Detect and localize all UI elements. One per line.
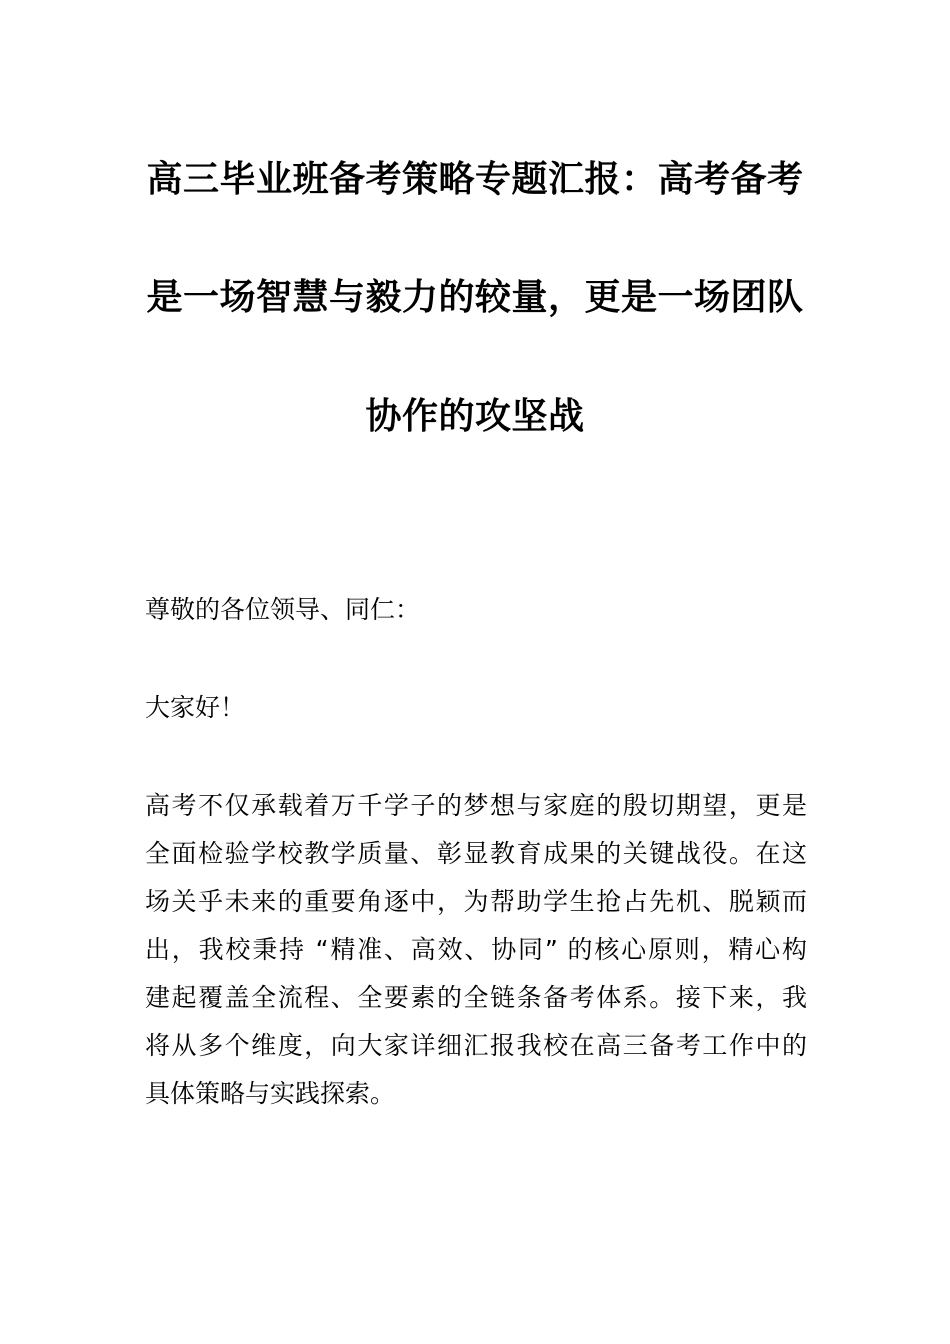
body-line: 建起覆盖全流程、全要素的全链条备考体系。接下来，我: [145, 983, 807, 1012]
title-line-3: 协作的攻坚战: [365, 396, 585, 437]
body-line: 具体策略与实践探索。: [145, 1079, 396, 1108]
body-line: 场关乎未来的重要角逐中，为帮助学生抢占先机、脱颖而: [145, 887, 807, 916]
body-line: 全面检验学校教学质量、彰显教育成果的关键战役。在这: [145, 839, 807, 868]
title-line-1: 高三毕业班备考策略专题汇报：高考备考: [146, 159, 804, 200]
salutation: 尊敬的各位领导、同仁：: [145, 595, 421, 624]
body-line: 出，我校秉持 “精准、高效、协同” 的核心原则，精心构: [145, 935, 807, 964]
body-paragraph: [145, 782, 807, 1118]
greeting: 大家好！: [145, 693, 246, 722]
title-line-2: 是一场智慧与毅力的较量，更是一场团队: [146, 277, 804, 318]
body-line: 将从多个维度，向大家详细汇报我校在高三备考工作中的: [145, 1031, 807, 1060]
body-line: 高考不仅承载着万千学子的梦想与家庭的殷切期望，更是: [145, 791, 807, 820]
